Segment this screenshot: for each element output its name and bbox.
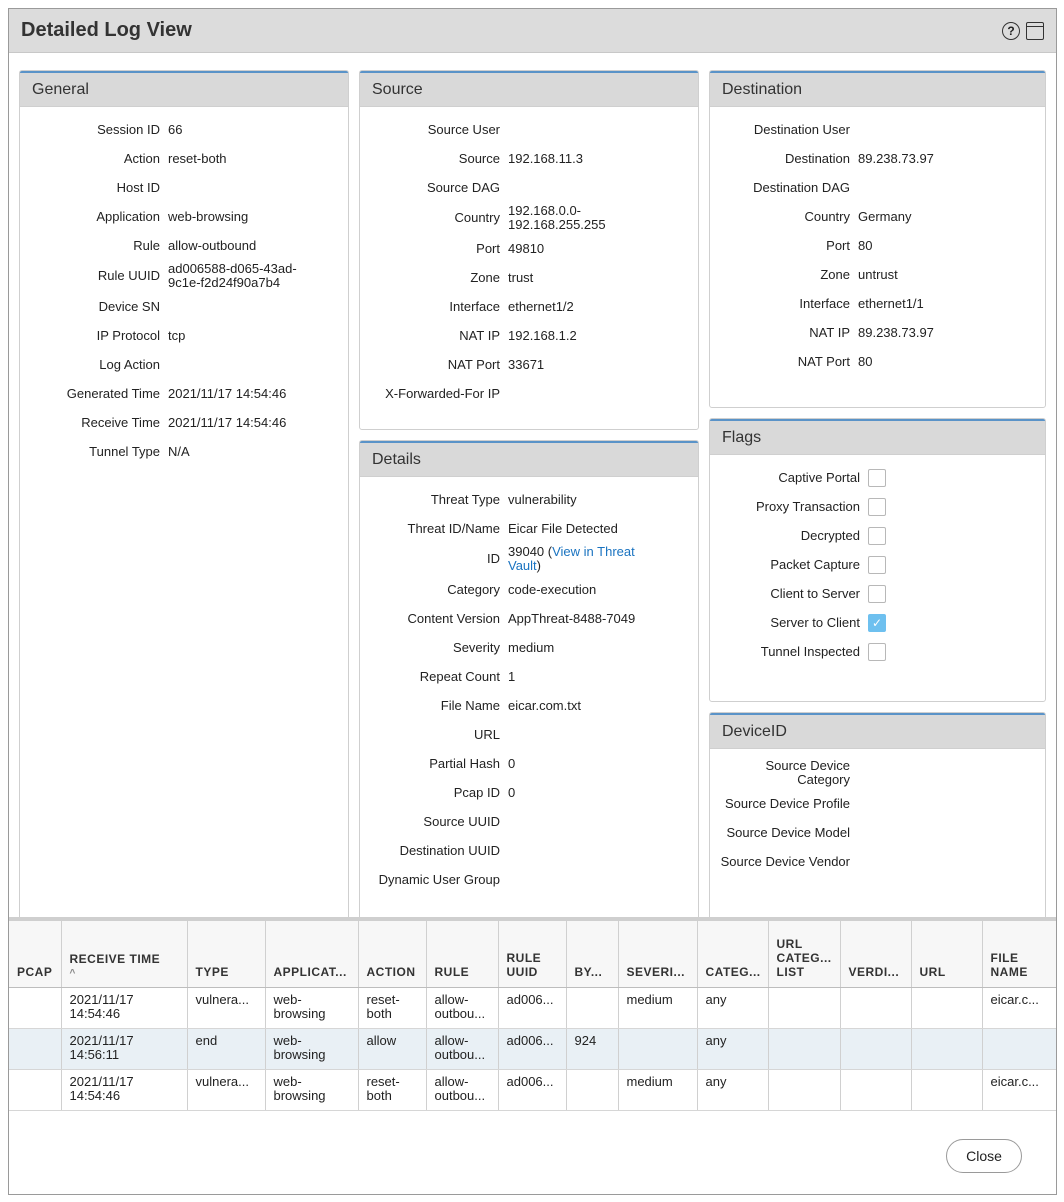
table-row[interactable] <box>9 1028 1056 1069</box>
source-fields <box>360 107 698 416</box>
column-header-url[interactable] <box>911 921 982 987</box>
field-label: Source Device Vendor <box>720 853 850 869</box>
destination-panel <box>709 70 1046 408</box>
field-label: Country <box>804 208 850 224</box>
field-value: 192.168.1.2 <box>508 327 577 343</box>
column-header-label: SEVERI... <box>626 964 686 979</box>
details-row-pcap-id <box>360 778 698 807</box>
flag-label: Client to Server <box>770 585 860 601</box>
flags-panel-title: Flags <box>710 421 1045 455</box>
field-label: Log Action <box>99 356 160 372</box>
general-row-log-action <box>20 350 348 379</box>
destination-fields <box>710 107 1045 384</box>
table-cell-rule: allow-outbou... <box>426 987 498 1028</box>
field-label: Session ID <box>97 121 160 137</box>
field-label: Port <box>476 240 500 256</box>
destination-row-destination <box>710 144 1045 173</box>
details-row-repeat-count <box>360 662 698 691</box>
table-cell-by <box>566 1069 618 1110</box>
field-value: 192.168.11.3 <box>508 150 583 166</box>
flag-label: Packet Capture <box>770 556 860 572</box>
source-row-interface <box>360 292 698 321</box>
table-cell-applicat: web-browsing <box>265 1028 358 1069</box>
table-cell-rule: allow-outbou... <box>426 1069 498 1110</box>
table-cell-severi <box>618 1028 697 1069</box>
field-label: NAT Port <box>797 353 850 369</box>
column-header-label: RULE <box>434 964 470 979</box>
field-label: Rule <box>133 237 160 253</box>
sort-ascending-icon: ^ <box>69 967 76 979</box>
flag-checkbox-packet-capture[interactable] <box>868 556 886 574</box>
table-cell-url <box>911 1028 982 1069</box>
general-row-rule <box>20 231 348 260</box>
table-cell-rule-uuid: ad006... <box>498 987 566 1028</box>
field-value: allow-outbound <box>168 237 257 253</box>
field-value: 1 <box>508 668 516 684</box>
field-value-text: 39040 ( <box>508 544 553 559</box>
help-icon[interactable]: ? <box>1002 22 1020 40</box>
table-cell-url-categ-list <box>768 1028 840 1069</box>
table-cell-pcap <box>9 987 61 1028</box>
column-header-label: RULE UUID <box>506 950 542 979</box>
source-row-country <box>360 202 698 234</box>
flags-fields <box>710 455 1045 674</box>
field-value: 49810 <box>508 240 545 256</box>
field-label: Zone <box>820 266 850 282</box>
flag-label: Server to Client <box>770 614 860 630</box>
field-label: Severity <box>453 639 500 655</box>
deviceid-row-source-device-profile <box>710 789 1045 818</box>
field-value: 2021/11/17 14:54:46 <box>168 385 287 401</box>
flag-checkbox-decrypted[interactable] <box>868 527 886 545</box>
column-header-applicat[interactable] <box>265 921 358 987</box>
close-button[interactable]: Close <box>946 1139 1022 1173</box>
table-row[interactable] <box>9 1069 1056 1110</box>
field-label: Threat Type <box>430 491 500 507</box>
details-panel-title: Details <box>360 443 698 477</box>
deviceid-row-source-device-category <box>710 757 1045 789</box>
destination-row-country <box>710 202 1045 231</box>
table-cell-receive-time: 2021/11/17 14:54:46 <box>61 987 187 1028</box>
source-panel <box>359 70 699 430</box>
column-header-verdi[interactable] <box>840 921 911 987</box>
column-header-label: ACTION <box>366 964 416 979</box>
destination-row-nat-ip <box>710 318 1045 347</box>
field-label: X-Forwarded-For IP <box>385 385 500 401</box>
field-value: 80 <box>858 353 873 369</box>
field-label: Device SN <box>98 298 160 314</box>
field-label: Generated Time <box>66 385 160 401</box>
deviceid-panel <box>709 712 1046 918</box>
field-value: eicar.com.txt <box>508 697 581 713</box>
flag-label: Captive Portal <box>778 469 860 485</box>
table-cell-url <box>911 1069 982 1110</box>
field-label: Destination DAG <box>753 179 850 195</box>
flag-label: Proxy Transaction <box>755 498 860 514</box>
column-header-label: TYPE <box>195 964 229 979</box>
table-cell-by <box>566 987 618 1028</box>
details-row-dynamic-user-group <box>360 865 698 894</box>
general-row-session-id <box>20 115 348 144</box>
log-grid <box>9 921 1056 1111</box>
table-cell-receive-time: 2021/11/17 14:54:46 <box>61 1069 187 1110</box>
source-row-nat-ip <box>360 321 698 350</box>
deviceid-fields <box>710 749 1045 884</box>
field-label: Partial Hash <box>429 755 500 771</box>
flag-row-decrypted <box>710 521 1045 550</box>
table-cell-categ: any <box>697 987 768 1028</box>
field-label: Tunnel Type <box>89 443 160 459</box>
details-row-partial-hash <box>360 749 698 778</box>
flag-label: Tunnel Inspected <box>760 643 860 659</box>
table-cell-pcap <box>9 1069 61 1110</box>
field-label: ID <box>487 551 500 566</box>
field-label: Source UUID <box>423 813 500 829</box>
flag-checkbox-captive-portal[interactable] <box>868 469 886 487</box>
column-header-label: CATEG... <box>705 964 761 979</box>
table-cell-receive-time: 2021/11/17 14:56:11 <box>61 1028 187 1069</box>
table-cell-action: allow <box>358 1028 426 1069</box>
general-panel-title: General <box>20 73 348 107</box>
table-cell-type: end <box>187 1028 265 1069</box>
table-cell-verdi <box>840 1069 911 1110</box>
field-label: Threat ID/Name <box>407 520 500 536</box>
table-cell-categ: any <box>697 1069 768 1110</box>
field-label: IP Protocol <box>96 327 160 343</box>
field-value: AppThreat-8488-7049 <box>508 610 636 626</box>
table-cell-rule: allow-outbou... <box>426 1028 498 1069</box>
flag-row-client-to-server <box>710 579 1045 608</box>
field-value: 33671 <box>508 356 545 372</box>
source-row-x-forwarded-for-ip <box>360 379 698 408</box>
details-row-threat-id-name <box>360 514 698 543</box>
field-label: Country <box>454 210 500 225</box>
table-cell-verdi <box>840 1028 911 1069</box>
view-in-threat-vault-link[interactable]: View in Threat Vault <box>508 544 635 573</box>
column-header-label: PCAP <box>17 964 53 979</box>
destination-panel-title: Destination <box>710 73 1045 107</box>
general-row-generated-time <box>20 379 348 408</box>
flag-label: Decrypted <box>800 527 860 543</box>
table-cell-pcap <box>9 1028 61 1069</box>
source-row-port <box>360 234 698 263</box>
column-header-label: URL CATEG... LIST <box>776 936 832 979</box>
field-value: 0 <box>508 784 516 800</box>
maximize-icon[interactable] <box>1026 22 1044 40</box>
table-cell-url <box>911 987 982 1028</box>
field-label: Interface <box>449 298 500 314</box>
details-row-severity <box>360 633 698 662</box>
column-header-type[interactable] <box>187 921 265 987</box>
column-header-label: RECEIVE TIME <box>69 951 161 966</box>
details-row-file-name <box>360 691 698 720</box>
field-value: code-execution <box>508 581 597 597</box>
field-label: Source <box>458 150 500 166</box>
column-header-label: APPLICAT... <box>273 964 347 979</box>
flag-checkbox-server-to-client[interactable]: ✓ <box>868 614 886 632</box>
table-cell-applicat: web-browsing <box>265 1069 358 1110</box>
general-row-ip-protocol <box>20 321 348 350</box>
field-value: reset-both <box>168 150 227 166</box>
details-row-threat-type <box>360 485 698 514</box>
field-value: ethernet1/1 <box>858 295 924 311</box>
field-value: tcp <box>168 327 186 343</box>
table-cell-file-name <box>982 1028 1056 1069</box>
dialog-titlebar <box>9 9 1056 53</box>
field-value: trust <box>508 269 534 285</box>
field-label: NAT IP <box>459 327 500 343</box>
source-row-nat-port <box>360 350 698 379</box>
field-label: File Name <box>440 697 500 713</box>
flag-checkbox-tunnel-inspected[interactable] <box>868 643 886 661</box>
general-fields <box>20 107 348 474</box>
general-row-rule-uuid <box>20 260 348 292</box>
table-cell-type: vulnera... <box>187 1069 265 1110</box>
column-header-categ[interactable] <box>697 921 768 987</box>
table-cell-applicat: web-browsing <box>265 987 358 1028</box>
field-label: Application <box>96 208 160 224</box>
field-label: Source Device Profile <box>725 795 850 811</box>
details-row-destination-uuid <box>360 836 698 865</box>
field-label: Interface <box>799 295 850 311</box>
general-row-action <box>20 144 348 173</box>
table-cell-url-categ-list <box>768 987 840 1028</box>
detailed-log-view-dialog <box>8 8 1057 1195</box>
field-label: Pcap ID <box>453 784 500 800</box>
details-row-source-uuid <box>360 807 698 836</box>
field-value: ethernet1/2 <box>508 298 574 314</box>
field-label: Source Device Model <box>726 824 850 840</box>
destination-row-destination-user <box>710 115 1045 144</box>
field-value: medium <box>508 639 555 655</box>
field-value: vulnerability <box>508 491 577 507</box>
field-label: Zone <box>470 269 500 285</box>
details-row-category <box>360 575 698 604</box>
general-row-device-sn <box>20 292 348 321</box>
column-header-label: FILE NAME <box>990 950 1028 979</box>
column-header-action[interactable] <box>358 921 426 987</box>
table-cell-rule-uuid: ad006... <box>498 1028 566 1069</box>
flag-row-proxy-transaction <box>710 492 1045 521</box>
flags-panel <box>709 418 1046 702</box>
table-cell-file-name: eicar.c... <box>982 987 1056 1028</box>
destination-row-nat-port <box>710 347 1045 376</box>
field-value: 89.238.73.97 <box>858 150 934 166</box>
table-cell-action: reset-both <box>358 987 426 1028</box>
flag-row-tunnel-inspected <box>710 637 1045 666</box>
field-value: 192.168.0.0-192.168.255.255 <box>508 203 606 232</box>
column-header-rule-uuid[interactable] <box>498 921 566 987</box>
field-label: NAT Port <box>447 356 500 372</box>
column-header-rule[interactable] <box>426 921 498 987</box>
flag-row-server-to-client <box>710 608 1045 637</box>
table-cell-categ: any <box>697 1028 768 1069</box>
field-value: 2021/11/17 14:54:46 <box>168 414 287 430</box>
field-label: Source Device Category <box>765 758 850 787</box>
details-panel <box>359 440 699 918</box>
field-value: web-browsing <box>168 208 249 224</box>
column-header-receive-time[interactable] <box>61 921 187 987</box>
column-header-label: VERDI... <box>848 964 900 979</box>
destination-row-destination-dag <box>710 173 1045 202</box>
source-row-source-dag <box>360 173 698 202</box>
field-value: untrust <box>858 266 898 282</box>
source-row-source-user <box>360 115 698 144</box>
column-header-pcap[interactable] <box>9 921 61 987</box>
column-header-label: URL <box>919 964 946 979</box>
field-value: 80 <box>858 237 873 253</box>
destination-row-port <box>710 231 1045 260</box>
general-row-host-id <box>20 173 348 202</box>
column-header-file-name[interactable] <box>982 921 1056 987</box>
table-cell-action: reset-both <box>358 1069 426 1110</box>
field-value: Eicar File Detected <box>508 520 618 536</box>
destination-row-zone <box>710 260 1045 289</box>
field-label: Source DAG <box>427 179 500 195</box>
field-value: 66 <box>168 121 183 137</box>
field-value: 0 <box>508 755 516 771</box>
column-header-by[interactable] <box>566 921 618 987</box>
flag-row-captive-portal <box>710 463 1045 492</box>
column-header-url-categ-list[interactable] <box>768 921 840 987</box>
field-label: Content Version <box>407 610 500 626</box>
field-label: Destination User <box>753 121 850 137</box>
deviceid-panel-title: DeviceID <box>710 715 1045 749</box>
field-label: Receive Time <box>81 414 160 430</box>
table-cell-severi: medium <box>618 1069 697 1110</box>
general-row-receive-time <box>20 408 348 437</box>
flag-row-packet-capture <box>710 550 1045 579</box>
field-label: NAT IP <box>809 324 850 340</box>
table-cell-severi: medium <box>618 987 697 1028</box>
destination-row-interface <box>710 289 1045 318</box>
flag-checkbox-client-to-server[interactable] <box>868 585 886 603</box>
field-label: Source User <box>427 121 500 137</box>
details-fields <box>360 477 698 902</box>
field-value: 89.238.73.97 <box>858 324 934 340</box>
deviceid-row-source-device-model <box>710 818 1045 847</box>
details-row-id <box>360 543 698 575</box>
table-cell-rule-uuid: ad006... <box>498 1069 566 1110</box>
table-cell-type: vulnera... <box>187 987 265 1028</box>
field-value <box>508 545 668 573</box>
table-cell-url-categ-list <box>768 1069 840 1110</box>
field-value: ad006588-d065-43ad-9c1e-f2d24f90a7b4 <box>168 261 297 290</box>
dialog-title: Detailed Log View <box>21 19 192 41</box>
detail-panels <box>9 54 1056 918</box>
field-label: Destination <box>784 150 850 166</box>
column-header-severi[interactable] <box>618 921 697 987</box>
source-row-source <box>360 144 698 173</box>
table-row[interactable] <box>9 987 1056 1028</box>
field-label: Host ID <box>116 179 160 195</box>
field-label: URL <box>473 726 500 742</box>
field-value: Germany <box>858 208 912 224</box>
general-row-tunnel-type <box>20 437 348 466</box>
field-label: Port <box>826 237 850 253</box>
source-row-zone <box>360 263 698 292</box>
deviceid-row-source-device-vendor <box>710 847 1045 876</box>
field-label: Rule UUID <box>97 268 160 283</box>
field-label: Category <box>447 581 500 597</box>
field-label: Repeat Count <box>419 668 500 684</box>
general-panel <box>19 70 349 918</box>
table-cell-file-name: eicar.c... <box>982 1069 1056 1110</box>
general-row-application <box>20 202 348 231</box>
field-value-suffix: ) <box>536 558 542 573</box>
details-row-url <box>360 720 698 749</box>
details-row-content-version <box>360 604 698 633</box>
field-label: Action <box>123 150 160 166</box>
table-cell-verdi <box>840 987 911 1028</box>
field-value: N/A <box>168 443 190 459</box>
column-header-label: BY... <box>574 964 603 979</box>
table-cell-by: 924 <box>566 1028 618 1069</box>
field-label: Dynamic User Group <box>378 871 500 887</box>
flag-checkbox-proxy-transaction[interactable] <box>868 498 886 516</box>
source-panel-title: Source <box>360 73 698 107</box>
field-label: Destination UUID <box>399 842 500 858</box>
